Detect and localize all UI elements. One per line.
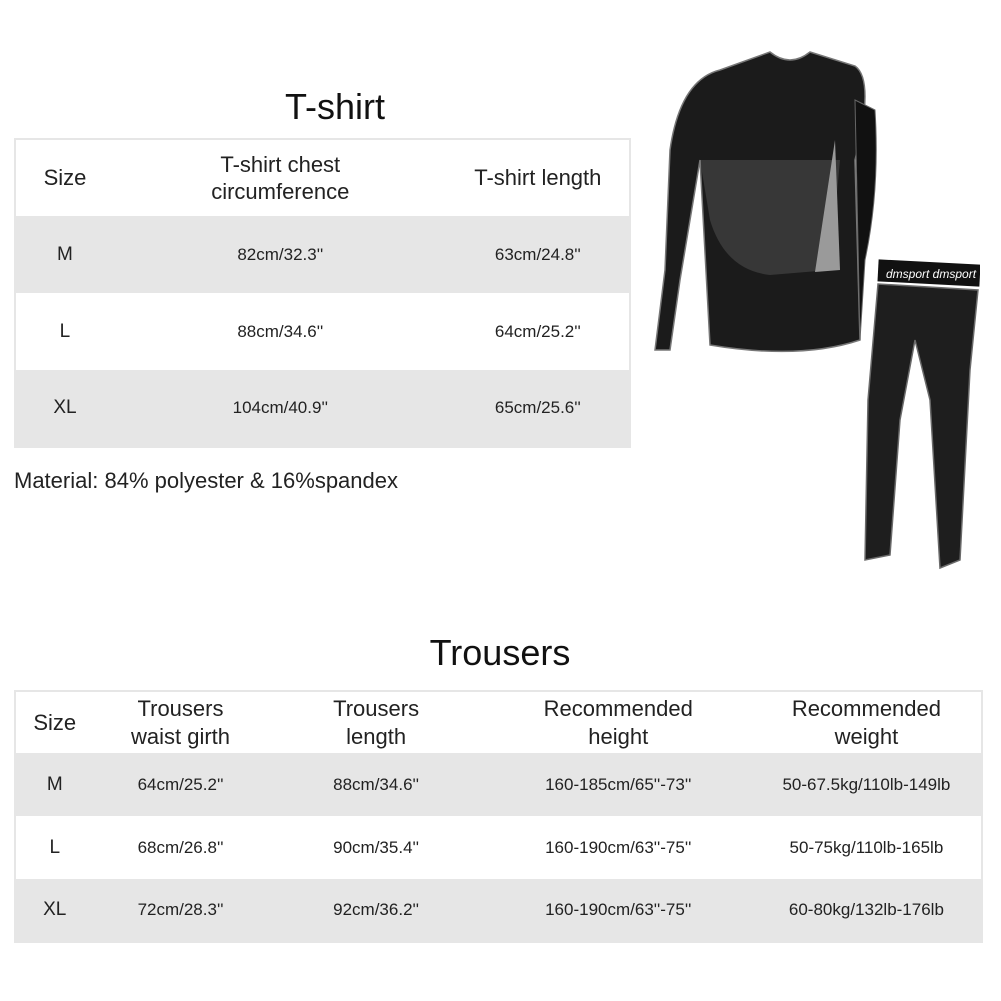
cell: 60-80kg/132lb-176lb (788, 900, 944, 920)
cell: 64cm/25.2'' (137, 774, 224, 794)
header-size: Size (33, 709, 77, 735)
header-length: Trousers length (333, 696, 420, 749)
cell: 88cm/34.6'' (237, 321, 324, 341)
trousers-title: Trousers (429, 632, 571, 673)
cell-spacer (629, 293, 630, 370)
tshirt-title: T-shirt (284, 86, 385, 127)
header-length: T-shirt length (474, 165, 602, 191)
cell: 160-190cm/63''-75'' (545, 837, 692, 857)
table-row (15, 879, 982, 942)
tshirt-size-table (14, 138, 631, 448)
table-row (15, 753, 982, 816)
size: L (59, 320, 71, 342)
cell: 88cm/34.6'' (333, 774, 420, 794)
table-row (15, 816, 982, 879)
leggings (865, 259, 980, 568)
cell: 65cm/25.6'' (494, 398, 581, 418)
table-row (15, 370, 630, 447)
table-header-row (15, 139, 630, 216)
cell: 72cm/28.3'' (137, 900, 224, 920)
header-weight: Recommended weight (791, 696, 941, 749)
cell: 63cm/24.8'' (494, 244, 581, 264)
cell: 160-185cm/65''-73'' (545, 774, 692, 794)
cell: 64cm/25.2'' (494, 321, 581, 341)
header-waist: Trousers waist girth (130, 696, 231, 749)
cell: 82cm/32.3'' (237, 244, 324, 264)
cell: 160-190cm/63''-75'' (545, 900, 692, 920)
cell: 50-67.5kg/110lb-149lb (782, 774, 951, 794)
size: M (46, 773, 63, 795)
size: XL (53, 397, 77, 419)
cell: 92cm/36.2'' (333, 900, 420, 920)
header-height: Recommended height (543, 696, 693, 749)
waistband-logo: dmsport dmsport (886, 267, 977, 281)
cell: 50-75kg/110lb-165lb (789, 837, 944, 857)
thermal-set-image (640, 40, 980, 580)
table-row (15, 216, 630, 293)
header-size: Size (43, 165, 87, 191)
cell: 68cm/26.8'' (137, 837, 224, 857)
header-chest: T-shirt chest circumference (211, 151, 350, 204)
size: M (57, 243, 73, 265)
cell-spacer (629, 216, 630, 293)
long-sleeve-top (655, 52, 876, 351)
header-spacer (629, 139, 630, 216)
material-note: Material: 84% polyester & 16%spandex (14, 468, 398, 493)
cell: 90cm/35.4'' (333, 837, 420, 857)
cell: 104cm/40.9'' (232, 398, 328, 418)
table-row (15, 293, 630, 370)
trousers-size-table (14, 690, 983, 943)
size: XL (43, 899, 67, 921)
cell-spacer (629, 370, 630, 447)
table-header-row (15, 691, 982, 753)
size: L (49, 836, 61, 858)
